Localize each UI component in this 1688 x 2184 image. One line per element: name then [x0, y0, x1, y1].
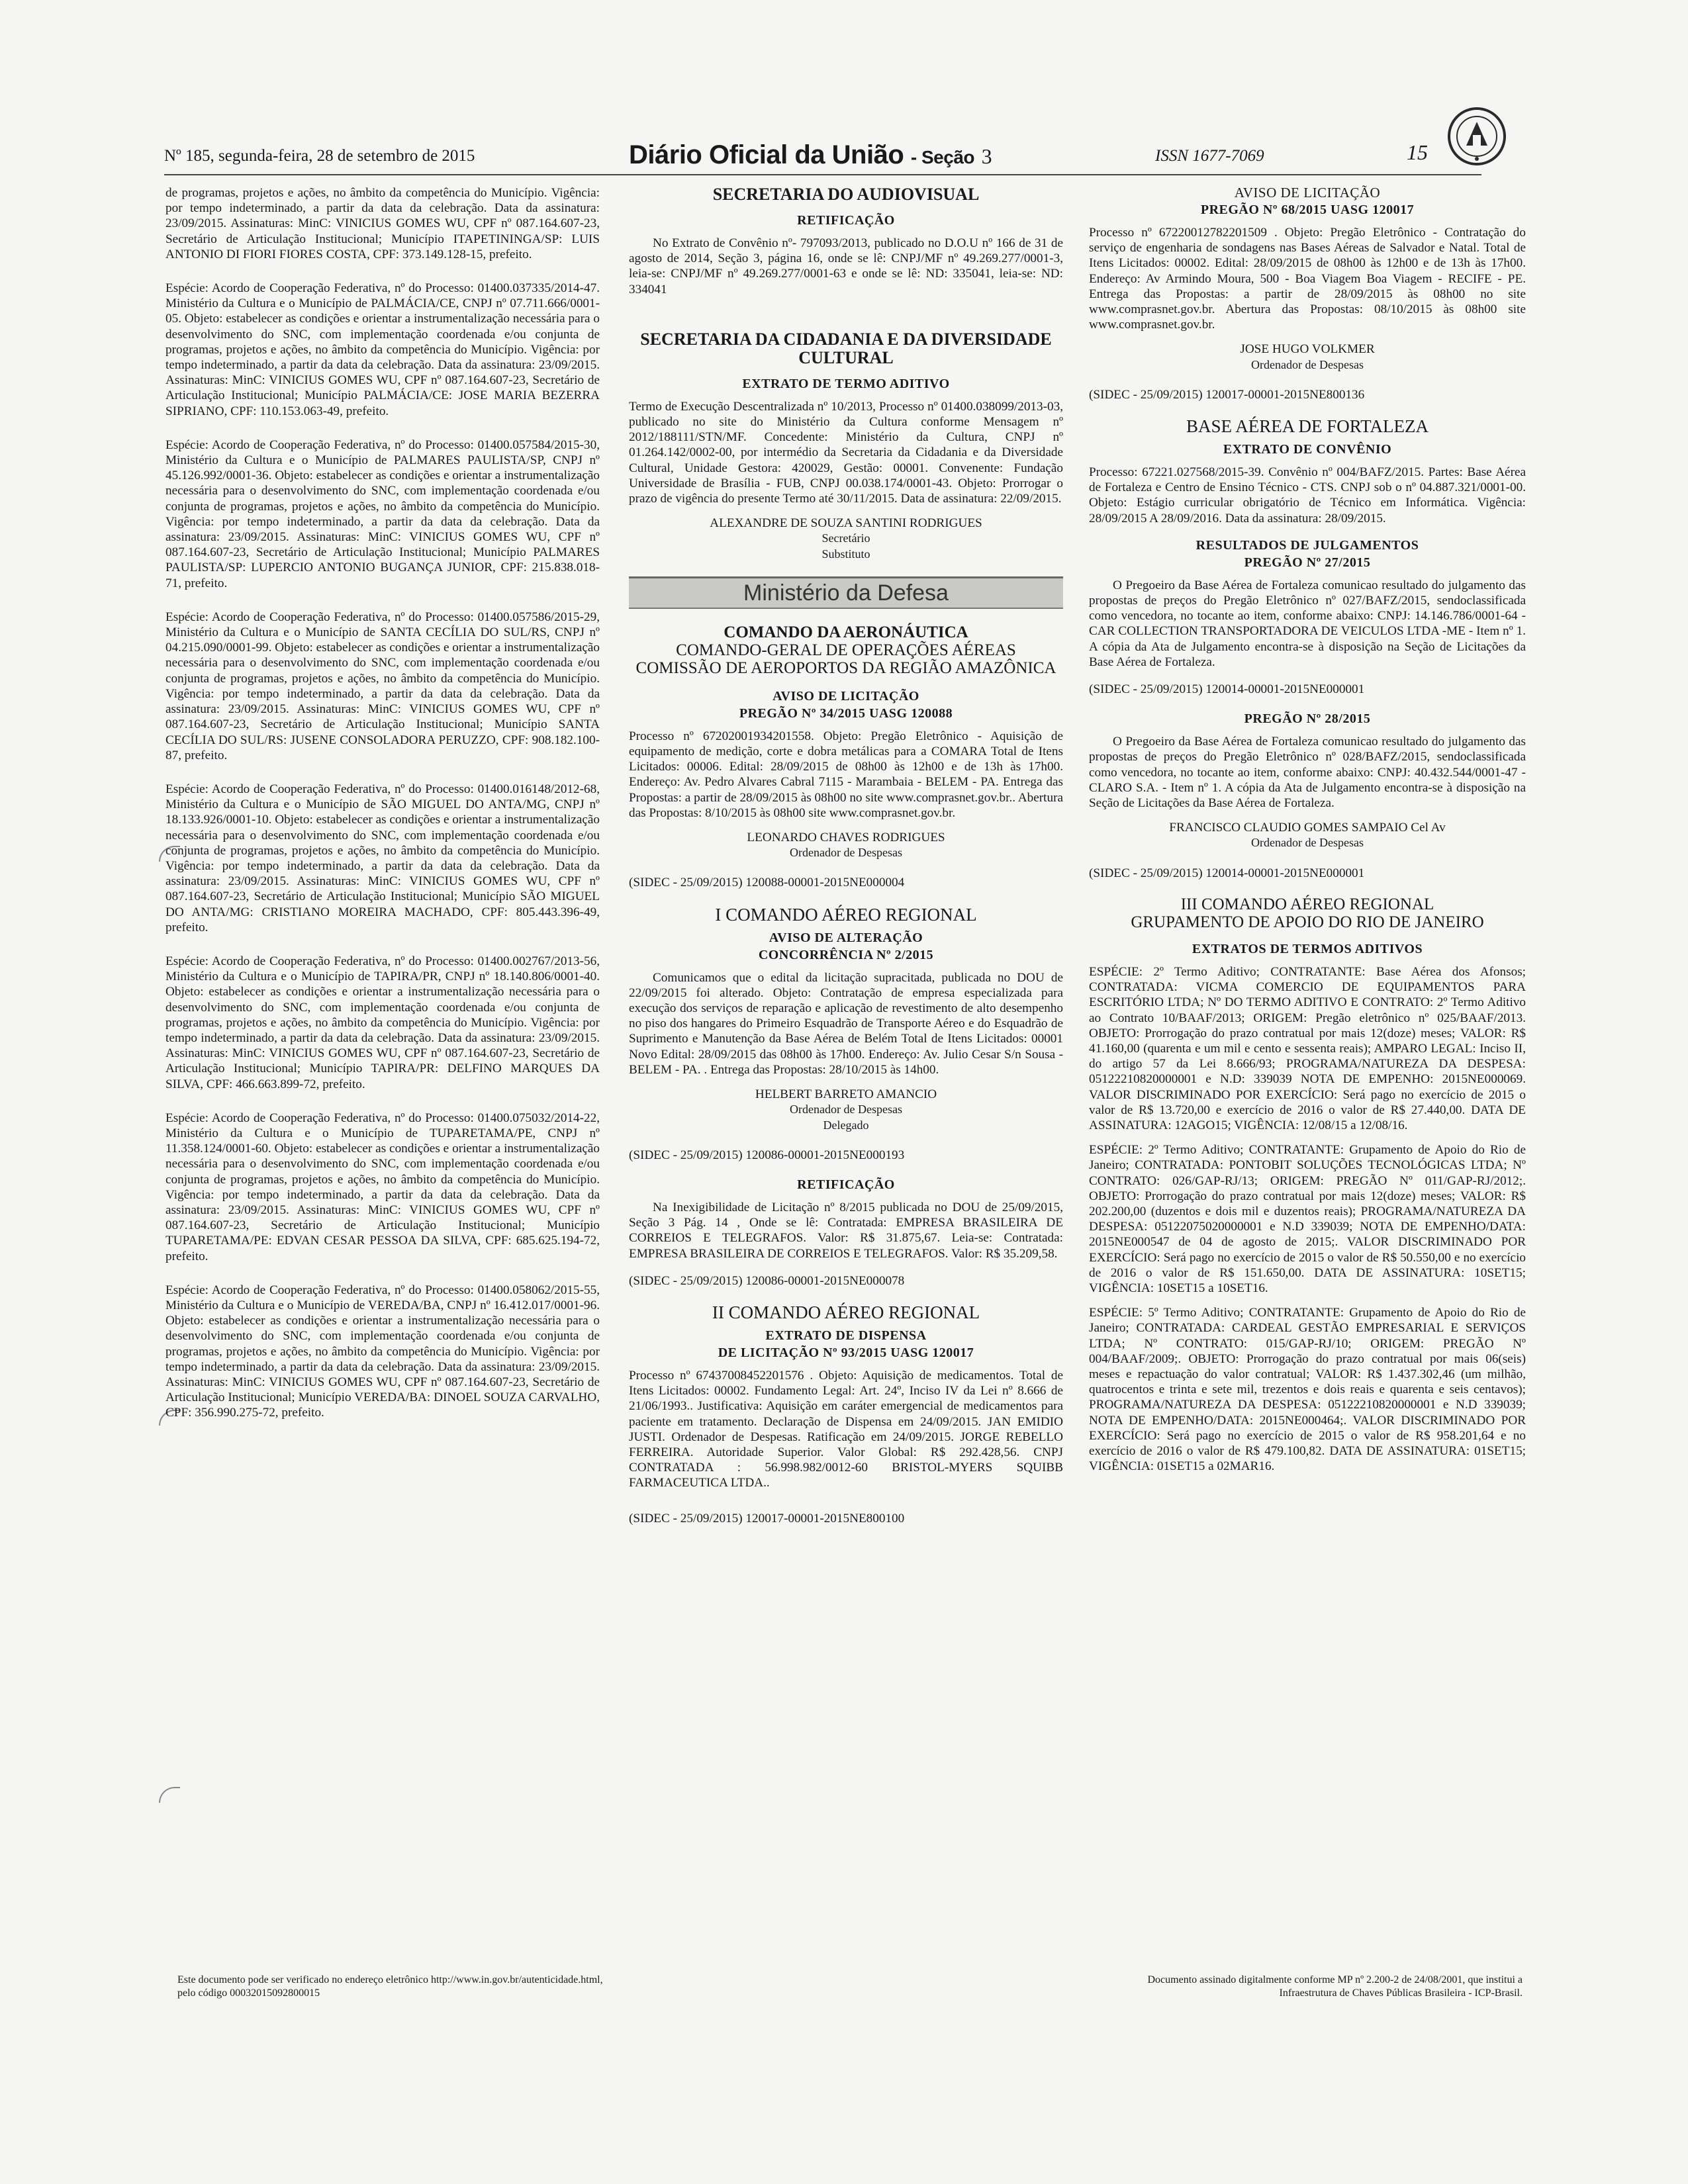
signer-role: Secretário	[821, 531, 870, 545]
notice-block	[165, 1283, 600, 1421]
notice-text: No Extrato de Convênio nº- 797093/2013, publicado no D.O.U nº 166 de 31 de agosto de 2014, Seção 3, página 16, onde se lê: CNPJ/MF nº 49.269.277/0001-3, leia-se: CNPJ/MF nº 49.269.277/0001-63 e onde se lê: ND: 335041, leia-se: ND: 334041	[629, 236, 1063, 296]
subsection-heading: PREGÃO Nº 34/2015 UASG 120088	[739, 705, 953, 721]
column-2	[629, 185, 1063, 1541]
subsection-heading: AVISO DE LICITAÇÃO	[773, 688, 919, 704]
signer-name: ALEXANDRE DE SOUZA SANTINI RODRIGUES	[710, 516, 982, 531]
notice-text: O Pregoeiro da Base Aérea de Fortaleza comunicao resultado do julgamento das propostas de preços do Pregão Eletrônico nº 027/BAFZ/2015, sendoclassificada como vencedora, no tocante ao item, conforme abaixo: CNPJ: 14.146.786/0001-64 - CAR COLLECTION TRANSPORTADORA DE VEICULOS LTDA -ME - Item nº 1. A cópia da Ata de Julgamento encontra-se à disposição na Seção de Licitações da Base Aérea de Fortaleza.	[1089, 578, 1526, 669]
section-label: - Seção	[910, 147, 974, 167]
unit-heading: III COMANDO AÉREO REGIONAL	[1180, 895, 1434, 913]
signature	[629, 1087, 1063, 1133]
subsection-heading: RESULTADOS DE JULGAMENTOS	[1196, 537, 1419, 553]
notice-text: Espécie: Acordo de Cooperação Federativa, nº do Processo: 01400.016148/2012-68, Ministério da Cultura e o Município de SÃO MIGUEL DO ANTA/MG, CNPJ nº 18.133.926/0001-10. Objeto: estabelecer as condições e orientar a instrumentalização necessária para o desenvolvimento do SNC, com implementação coordenada e/ou conjunta de programas, projetos e ações, no âmbito da competência do Município. Vigência: por tempo indeterminado, a partir da data da celebração. Data da assinatura: 23/09/2015. Assinaturas: MinC: VINICIUS GOMES WU, CPF nº 087.164.607-23, Secretário de Articulação Institucional; Município SÃO MIGUEL DO ANTA/MG: CRISTIANO MOREIRA MACHADO, CPF: 805.443.396-49, prefeito.	[165, 782, 600, 934]
title-text: Diário Oficial da União	[629, 140, 904, 169]
notice-text: ESPÉCIE: 2º Termo Aditivo; CONTRATANTE: Grupamento de Apoio do Rio de Janeiro; CONTRATADA: PONTOBIT SOLUÇÕES TECNOLÓGICAS LTDA; Nº CONTRATO: 026/GAP-RJ/13; ORIGEM: PREGÃO Nº 011/GAP-RJ/2012;. OBJETO: Prorrogação do prazo contratual por mais 12(doze) meses; VALOR: R$ 202.200,00 (duzentos e dois mil e duzentos reais); PROGRAMA/NATUREZA DA DESPESA: 05122075020000001 e N.D 339039; NOTA DE EMPENHO/DATA: 2015NE000547 de 04 de agosto de 2015;. VALOR DISCRIMINADO POR EXERCÍCIO: Será pago no exercício de 2015 o valor de R$ 50.550,00 e no exercício de 2016 o valor de R$ 151.650,00. DATA DE ASSINATURA: 10SET15; VIGÊNCIA: 10SET15 a 10SET16.	[1089, 1143, 1526, 1295]
subsection-heading: EXTRATO DE DISPENSA	[765, 1328, 927, 1343]
subsection-heading: EXTRATO DE TERMO ADITIVO	[742, 376, 950, 391]
notice-text: ESPÉCIE: 2º Termo Aditivo; CONTRATANTE: Base Aérea dos Afonsos; CONTRATADA: VICMA COMERCIO DE EQUIPAMENTOS PARA ESCRITÓRIO LTDA; Nº DO TERMO ADITIVO E CONTRATO: 2º Termo Aditivo ao Contrato 10/BAAF/2013; ORIGEM: Pregão eletrônico nº 025/BAAF/2013. OBJETO: Prorrogação do prazo contratual por mais 12(doze) meses; VALOR: R$ 41.160,00 (quarenta e um mil e cento e sessenta reais); AMPARO LEGAL: Inciso II, do artigo 57 da Lei 8.666/93; PROGRAMA/NATUREZA DA DESPESA: 05122210820000001 e N.D: 339039 NOTA DE EMPENHO: 2015NE000069. VALOR DISCRIMINADO POR EXERCÍCIO: Será pago no exercício de 2015 o valor de R$ 13.720,00 e exercício de 2016 o valor de R$ 27.440,00. DATA DE ASSINATURA: 12AGO15; VIGÊNCIA: 12/08/15 a 12/08/16.	[1089, 964, 1526, 1132]
sidec-reference: (SIDEC - 25/09/2015) 120088-00001-2015NE000004	[629, 876, 905, 890]
subsection-heading: DE LICITAÇÃO Nº 93/2015 UASG 120017	[718, 1345, 974, 1360]
pen-mark	[159, 1787, 180, 1803]
unit-heading: I COMANDO AÉREO REGIONAL	[715, 904, 977, 925]
signature	[629, 830, 1063, 860]
notice-block	[165, 437, 600, 591]
notice-text: Espécie: Acordo de Cooperação Federativa, nº do Processo: 01400.075032/2014-22, Ministério da Cultura e o Município de TUPARETAMA/PE, CNPJ nº 11.358.124/0001-60. Objeto: estabelecer as condições e orientar a instrumentalização necessária para o desenvolvimento do SNC, com implementação coordenada e/ou conjunta de programas, projetos e ações, no âmbito da competência do Município. Vigência: por tempo indeterminado, a partir da data da celebração. Data da assinatura: 23/09/2015. Assinaturas: MinC: VINICIUS GOMES WU, CPF nº 087.164.607-23, Secretário de Articulação Institucional; Município TUPARETAMA/PE: EDVAN CESAR PESSOA DA SILVA, CPF: 685.625.194-72, prefeito.	[165, 1111, 600, 1263]
footer-signature-note	[973, 1974, 1523, 2000]
notice-text: Processo nº 67437008452201576 . Objeto: Aquisição de medicamentos. Total de Itens Licitados: 00002. Fundamento Legal: Art. 24º, Inciso IV da Lei nº 8.666 de 21/06/1993.. Justificativa: Aquisição em caráter emergencial de medicamentos para paciente em tratamento. Declaração de Dispensa em 24/09/2015. JAN EMIDIO JUSTI. Ordenador de Despesas. Ratificação em 24/09/2015. JORGE REBELLO FERREIRA. Autoridade Superior. Valor Global: R$ 292.428,56. CNPJ CONTRATADA : 56.998.982/0012-60 BRISTOL-MYERS SQUIBB FARMACEUTICA LTDA..	[629, 1368, 1063, 1490]
notice-block	[165, 1111, 600, 1264]
sidec-reference: (SIDEC - 25/09/2015) 120086-00001-2015NE000193	[629, 1148, 905, 1162]
sidec-reference: (SIDEC - 25/09/2015) 120014-00001-2015NE000001	[1089, 866, 1365, 880]
newspaper-title	[629, 140, 992, 170]
notice-text: ESPÉCIE: 5º Termo Aditivo; CONTRATANTE: Grupamento de Apoio do Rio de Janeiro; CONTRATADA: CARDEAL GESTÃO EMPRESARIAL E SERVIÇOS LTDA; Nº CONTRATO: 015/GAP-RJ/10; ORIGEM: PREGÃO Nº 004/BAAF/2009;. OBJETO: Prorrogação do prazo contratual por mais 06(seis) meses e repactuação do valor contratual; VALOR: R$ 1.437.302,46 (um milhão, quatrocentos e trinta e sete mil, trezentos e dois reais e quarenta e seis centavos); PROGRAMA/NATUREZA DA DESPESA: 05122210820000001 e N.D 339039; NOTA DE EMPENHO/DATA: 2015NE000464;. VALOR DISCRIMINADO POR EXERCÍCIO: Será pago no exercício de 2015 o valor de R$ 958.201,64 e no exercício de 2016 o valor de R$ 479.100,82. DATA DE ASSINATURA: 01SET15; VIGÊNCIA: 01SET15 a 02MAR16.	[1089, 1306, 1526, 1474]
section-number: 3	[981, 144, 992, 168]
footer-line: pelo código 00032015092800015	[177, 1987, 320, 1999]
subsection-heading: PREGÃO Nº 27/2015	[1244, 555, 1371, 570]
signer-name: FRANCISCO CLAUDIO GOMES SAMPAIO Cel Av	[1169, 821, 1446, 835]
notice-block	[165, 610, 600, 763]
subsection-heading: EXTRATO DE CONVÊNIO	[1223, 442, 1392, 457]
notice-text: Termo de Execução Descentralizada nº 10/2013, Processo nº 01400.038099/2013-03, publicado no site do Ministério da Cultura conforme Mensagem nº 2012/188111/STN/MF. Concedente: Ministério da Cultura, CNPJ nº 01.264.142/0002-00, por intermédio da Secretaria da Cidadania e da Diversidade Cultural, Unidade Gestora: 420029, Gestão: 00001. Convenente: Fundação Universidade de Brasília - FUB, CNPJ 00.038.174/0001-43. Objeto: Prorrogar o prazo de vigência do presente Termo até 30/11/2015. Data de assinatura: 22/09/2015.	[629, 399, 1063, 506]
signer-name: JOSE HUGO VOLKMER	[1240, 342, 1375, 357]
notice-text: Espécie: Acordo de Cooperação Federativa, nº do Processo: 01400.057586/2015-29, Ministério da Cultura e o Município de SANTA CECÍLIA DO SUL/RS, CNPJ nº 04.215.090/0001-99. Objeto: estabelecer as condições e orientar a instrumentalização necessária para o desenvolvimento do SNC, com implementação coordenada e/ou conjunta de programas, projetos e ações, no âmbito da competência do Município. Vigência: por tempo indeterminado, a partir da data da celebração. Data da assinatura: 23/09/2015. Assinaturas: MinC: VINICIUS GOMES WU, CPF nº 087.164.607-23, Secretário de Articulação Institucional; Município SANTA CECÍLIA DO SUL/RS: JUSENE CONSOLADORA PERUZZO, CPF: 908.182.100-87, prefeito.	[165, 610, 600, 762]
sidec-reference: (SIDEC - 25/09/2015) 120017-00001-2015NE800136	[1089, 387, 1365, 402]
notice-text: Espécie: Acordo de Cooperação Federativa, nº do Processo: 01400.002767/2013-56, Ministério da Cultura e o Município de TAPIRA/PR, CNPJ nº 18.140.806/0001-40. Objeto: estabelecer as condições e orientar a instrumentalização necessária para o desenvolvimento do SNC, com implementação coordenada e/ou conjunta de programas, projetos e ações, no âmbito da competência do Município. Vigência: por tempo indeterminado, a partir da data da celebração. Data da assinatura: 23/09/2015. Assinaturas: MinC: VINICIUS GOMES WU, CPF nº 087.164.607-23, Secretário de Articulação Institucional; Município TAPIRA/PR: DELFINO MARQUES DA SILVA, CPF: 466.663.899-72, prefeito.	[165, 954, 600, 1091]
notice-text: Processo nº 67202001934201558. Objeto: Pregão Eletrônico - Aquisição de equipamento de medição, corte e dobra metálicas para a COMARA Total de Itens Licitados: 00006. Edital: 28/09/2015 de 08h00 às 12h00 e de 13h às 17h00. Endereço: Av. Pedro Alvares Cabral 7115 - Marambaia - BELEM - PA. Entrega das Propostas: a partir de 28/09/2015 às 08h00 no site www.comprasnet.gov.br.. Abertura das Propostas: 8/10/2015 às 08h00 site www.comprasnet.gov.br.	[629, 729, 1063, 820]
section-heading: SECRETARIA DA CIDADANIA E DA DIVERSIDADE CULTURAL	[640, 329, 1052, 367]
subsection-heading: RETIFICAÇÃO	[797, 213, 895, 228]
section-heading: SECRETARIA DO AUDIOVISUAL	[712, 185, 980, 204]
imprensa-nacional-seal-icon	[1446, 106, 1507, 167]
subsection-heading: PREGÃO Nº 68/2015 UASG 120017	[1200, 203, 1415, 217]
notice-block	[165, 281, 600, 419]
signer-role: Ordenador de Despesas	[790, 1103, 902, 1116]
page-number: 15	[1407, 140, 1428, 164]
unit-heading: BASE AÉREA DE FORTALEZA	[1186, 416, 1429, 437]
unit-heading: GRUPAMENTO DE APOIO DO RIO DE JANEIRO	[1131, 913, 1484, 931]
notice-block	[165, 782, 600, 935]
notice-block	[1089, 964, 1526, 1133]
signer-role: Substituto	[821, 547, 870, 561]
subsection-heading: RETIFICAÇÃO	[797, 1177, 895, 1192]
notice-text: Comunicamos que o edital da licitação supracitada, publicada no DOU de 22/09/2015 foi alterado. Objeto: Contratação de empresa especializada para execução dos serviços de reparação e aplicação de revestimento de alto desempenho no piso dos hangares do Primeiro Esquadrão de Transporte Aéreo e do Esquadrão de Suprimento e Manutenção da Base Aérea de Belém Total de Itens Licitados: 00001 Novo Edital: 28/09/2015 das 08h00 às 17h00. Endereço: Av. Julio Cesar S/n Sousa - BELEM - PA. . Entrega das Propostas: 28/10/2015 às 14h00.	[629, 970, 1063, 1077]
footer-line: Este documento pode ser verificado no endereço eletrônico http://www.in.gov.br/autenticidade.html,	[177, 1974, 603, 1985]
notice-text: Espécie: Acordo de Cooperação Federativa, nº do Processo: 01400.058062/2015-55, Ministério da Cultura e o Município de VEREDA/BA, CNPJ nº 16.412.017/0001-96. Objeto: estabelecer as condições e orientar a instrumentalização necessária para o desenvolvimento do SNC, com implementação coordenada e/ou conjunta de programas, projetos e ações, no âmbito da competência do Município. Vigência: por tempo indeterminado, a partir da data da celebração. Data da assinatura: 23/09/2015. Assinaturas: MinC: VINICIUS GOMES WU, CPF nº 087.164.607-23, Secretário de Articulação Institucional; Município VEREDA/BA: DINOEL SOUZA CARVALHO, CPF: 356.990.275-72, prefeito.	[165, 1283, 600, 1420]
notice-block	[165, 954, 600, 1092]
signature	[1089, 341, 1526, 372]
sidec-reference: (SIDEC - 25/09/2015) 120086-00001-2015NE000078	[629, 1273, 905, 1288]
org-heading: COMANDO-GERAL DE OPERAÇÕES AÉREAS	[676, 641, 1016, 659]
notice-block	[1089, 1305, 1526, 1474]
signature	[1089, 820, 1526, 850]
signer-role: Delegado	[823, 1118, 869, 1132]
signer-role: Ordenador de Despesas	[1251, 836, 1364, 850]
notice-text: Na Inexigibilidade de Licitação nº 8/2015 publicada no DOU de 25/09/2015, Seção 3 Pág. 14 , Onde se lê: Contratada: EMPRESA BRASILEIRA DE CORREIOS E TELEGRAFOS. Valor: R$ 31.875,67. Leia-se: Contratada: EMPRESA BRASILEIRA DE CORREIOS E TELEGRAFOS. Valor: R$ 35.209,58.	[629, 1200, 1063, 1261]
footer-line: Infraestrutura de Chaves Públicas Brasileira - ICP-Brasil.	[1279, 1987, 1523, 1999]
footer-line: Documento assinado digitalmente conforme MP nº 2.200-2 de 24/08/2001, que institui a	[1147, 1974, 1523, 1985]
notice-text: O Pregoeiro da Base Aérea de Fortaleza comunicao resultado do julgamento das propostas de preços do Pregão Eletrônico nº 028/BAFZ/2015, sendoclassificada como vencedora, no tocante ao item, conforme abaixo: CNPJ: 40.432.544/0001-47 - CLARO S.A. - Item nº 1. A cópia da Ata de Julgamento encontra-se à disposição na Seção de Licitações da Base Aérea de Fortaleza.	[1089, 735, 1526, 811]
issue-date: Nº 185, segunda-feira, 28 de setembro de 2015	[164, 147, 475, 165]
subsection-heading: EXTRATOS DE TERMOS ADITIVOS	[1192, 941, 1423, 956]
notice-block	[1089, 1142, 1526, 1296]
signature	[629, 516, 1063, 562]
notice-text: Processo: 67221.027568/2015-39. Convênio nº 004/BAFZ/2015. Partes: Base Aérea de Fortaleza e Centro de Ensino Técnico - CTS. CNPJ sob o nº 04.887.321/0001-00. Objeto: Estágio curricular obrigatório de Técnico em Informática. Vigência: 28/09/2015 A 28/09/2016. Data da assinatura: 28/09/2015.	[1089, 465, 1526, 525]
footer-verification	[177, 1974, 773, 2000]
column-3	[1089, 185, 1526, 1474]
page-header	[0, 0, 1688, 192]
signer-name: LEONARDO CHAVES RODRIGUES	[747, 831, 945, 845]
subsection-heading: AVISO DE LICITAÇÃO	[1234, 185, 1381, 201]
org-heading: COMANDO DA AERONÁUTICA	[724, 623, 968, 641]
notice-block	[165, 185, 600, 262]
unit-heading: II COMANDO AÉREO REGIONAL	[712, 1302, 980, 1322]
header-rule	[164, 174, 1481, 175]
org-heading: COMISSÃO DE AEROPORTOS DA REGIÃO AMAZÔNICA	[635, 659, 1056, 677]
subsection-heading: PREGÃO Nº 28/2015	[1244, 711, 1371, 727]
signer-role: Ordenador de Despesas	[790, 846, 902, 860]
notice-text: de programas, projetos e ações, no âmbito da competência do Município. Vigência: por tempo indeterminado, a partir da data da celebração. Data da assinatura: 23/09/2015. Assinaturas: MinC: VINICIUS GOMES WU, CPF nº 087.164.607-23, Secretário de Articulação Institucional; Município ITAPETININGA/SP: LUIS ANTONIO DI FIORI FIORES COSTA, CPF: 373.149.128-15, prefeito.	[165, 186, 600, 261]
ministry-banner: Ministério da Defesa	[629, 576, 1063, 609]
issn: ISSN 1677-7069	[1155, 147, 1264, 165]
signer-name: HELBERT BARRETO AMANCIO	[755, 1087, 937, 1102]
column-1	[165, 185, 600, 1439]
subsection-heading: AVISO DE ALTERAÇÃO	[769, 930, 923, 945]
sidec-reference: (SIDEC - 25/09/2015) 120014-00001-2015NE000001	[1089, 682, 1365, 697]
notice-text: Processo nº 67220012782201509 . Objeto: Pregão Eletrônico - Contratação do serviço de engenharia de sondagens nas Bases Aéreas de Salvador e Natal. Total de Itens Licitados: 00002. Edital: 28/09/2015 de 08h00 às 12h00 e de 13h às 17h00. Endereço: Av Armindo Moura, 500 - Boa Viagem Boa Viagem - RECIFE - PE. Entrega das Propostas: a partir de 28/09/2015 às 08h00 no site www.comprasnet.gov.br. Abertura das Propostas: 08/10/2015 às 08h00 site www.comprasnet.gov.br.	[1089, 226, 1526, 332]
notice-text: Espécie: Acordo de Cooperação Federativa, nº do Processo: 01400.037335/2014-47. Ministério da Cultura e o Município de PALMÁCIA/CE, CNPJ nº 07.711.666/0001-05. Objeto: estabelecer as condições e orientar a instrumentalização necessária para o desenvolvimento do SNC, com implementação coordenada e/ou conjunta de programas, projetos e ações, no âmbito da competência do Município. Vigência: por tempo indeterminado, a partir da data da celebração. Data da assinatura: 23/09/2015. Assinaturas: MinC: VINICIUS GOMES WU, CPF nº 087.164.607-23, Secretário de Articulação Institucional; Município PALMÁCIA/CE: JOSE MARIA BEZERRA SIPRIANO, CPF: 110.153.063-49, prefeito.	[165, 281, 600, 418]
signer-role: Ordenador de Despesas	[1251, 357, 1364, 371]
sidec-reference: (SIDEC - 25/09/2015) 120017-00001-2015NE800100	[629, 1511, 905, 1525]
notice-text: Espécie: Acordo de Cooperação Federativa, nº do Processo: 01400.057584/2015-30, Ministério da Cultura e o Município de PALMARES PAULISTA/SP, CNPJ nº 45.126.992/0001-36. Objeto: estabelecer as condições e orientar a instrumentalização necessária para o desenvolvimento do SNC, com implementação coordenada e/ou conjunta de programas, projetos e ações, no âmbito da competência do Município. Vigência: por tempo indeterminado, a partir da data da celebração. Data da assinatura: 23/09/2015. Assinaturas: MinC: VINICIUS GOMES WU, CPF nº 087.164.607-23, Secretário de Articulação Institucional; Município PALMARES PAULISTA/SP: LUPERCIO ANTONIO BUGANÇA JUNIOR, CPF: 215.838.018-71, prefeito.	[165, 437, 600, 590]
subsection-heading: CONCORRÊNCIA Nº 2/2015	[758, 947, 934, 962]
